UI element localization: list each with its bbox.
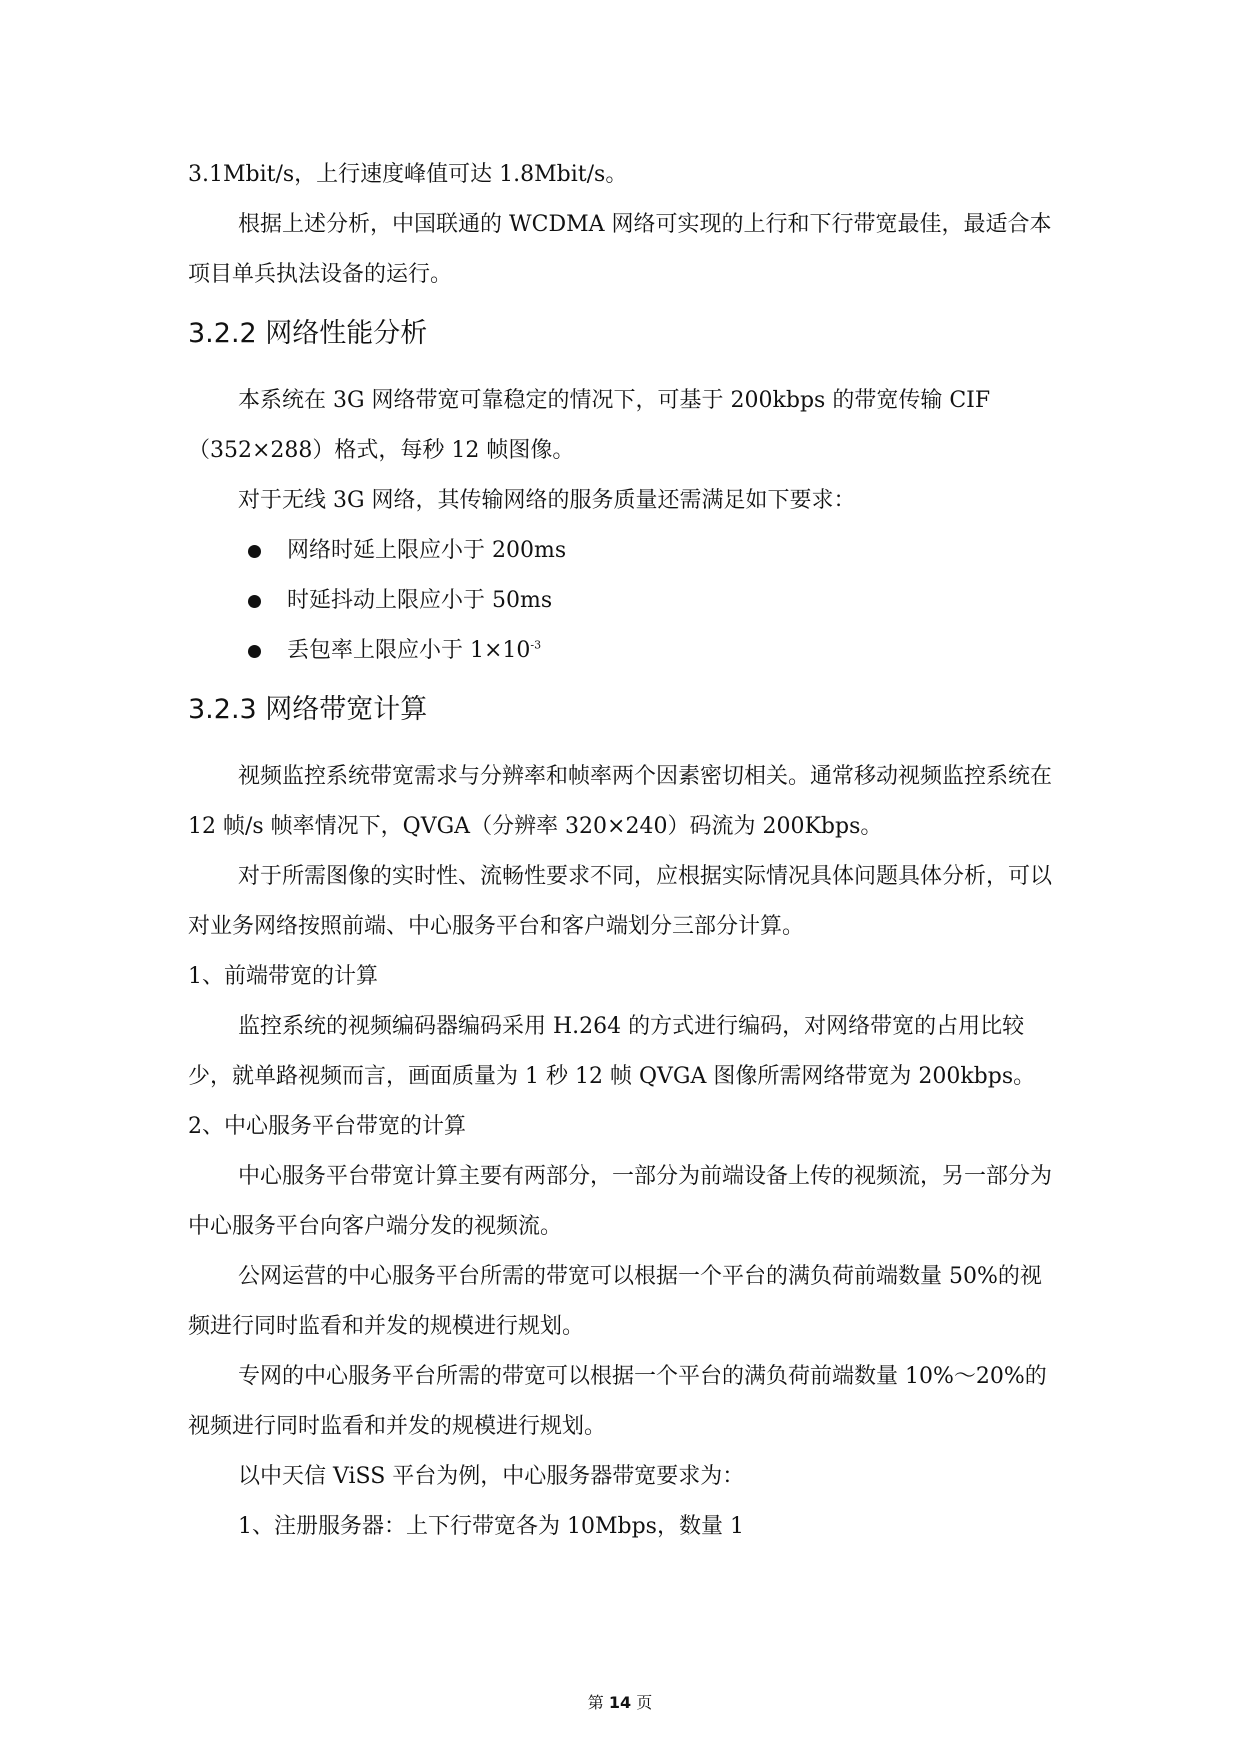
paragraph: 对于无线 3G 网络，其传输网络的服务质量还需满足如下要求： bbox=[238, 488, 856, 513]
page-number-suffix: 页 bbox=[636, 1693, 653, 1712]
list-item bbox=[188, 526, 1058, 576]
paragraph: 监控系统的视频编码器编码采用 H.264 的方式进行编码，对网络带宽的占用比较少，就单路视频而言，画面质量为 1 秒 12 帧 QVGA 图像所需网络带宽为 200kbps。 bbox=[188, 1014, 1036, 1089]
list-item bbox=[188, 576, 1058, 626]
page-footer bbox=[0, 1690, 1240, 1713]
page-number: 14 bbox=[608, 1693, 632, 1712]
paragraph: 以中天信 ViSS 平台为例，中心服务器带宽要求为： bbox=[238, 1464, 745, 1489]
list-item-text: 时延抖动上限应小于 50ms bbox=[287, 588, 553, 613]
section-heading-3-2-3: 3.2.3 网络带宽计算 bbox=[188, 694, 428, 725]
paragraph: 3.1Mbit/s，上行速度峰值可达 1.8Mbit/s。 bbox=[188, 162, 628, 187]
subsection-title: 1、前端带宽的计算 bbox=[188, 964, 378, 989]
list-item-main: 丢包率上限应小于 1×10 bbox=[287, 638, 531, 663]
exponent: -3 bbox=[530, 638, 542, 652]
requirements-list bbox=[188, 526, 1058, 676]
list-item-text bbox=[287, 626, 541, 676]
paragraph: 对于所需图像的实时性、流畅性要求不同，应根据实际情况具体问题具体分析，可以对业务网络按照前端、中心服务平台和客户端划分三部分计算。 bbox=[188, 864, 1053, 939]
bullet-icon bbox=[248, 645, 261, 658]
paragraph: 根据上述分析，中国联通的 WCDMA 网络可实现的上行和下行带宽最佳，最适合本项目单兵执法设备的运行。 bbox=[188, 212, 1052, 287]
list-item-text: 网络时延上限应小于 200ms bbox=[287, 538, 567, 563]
bullet-icon bbox=[248, 545, 261, 558]
list-item: 1、注册服务器：上下行带宽各为 10Mbps，数量 1 bbox=[238, 1514, 744, 1539]
list-item bbox=[188, 626, 1058, 676]
page-number-prefix: 第 bbox=[587, 1693, 604, 1712]
paragraph: 中心服务平台带宽计算主要有两部分，一部分为前端设备上传的视频流，另一部分为中心服务平台向客户端分发的视频流。 bbox=[188, 1164, 1053, 1239]
bullet-icon bbox=[248, 595, 261, 608]
paragraph: 视频监控系统带宽需求与分辨率和帧率两个因素密切相关。通常移动视频监控系统在 12 帧/s 帧率情况下，QVGA（分辨率 320×240）码流为 200Kbps。 bbox=[188, 764, 1053, 839]
section-heading-3-2-2: 3.2.2 网络性能分析 bbox=[188, 318, 428, 349]
paragraph: 专网的中心服务平台所需的带宽可以根据一个平台的满负荷前端数量 10%～20%的视频进行同时监看和并发的规模进行规划。 bbox=[188, 1364, 1047, 1439]
document-body bbox=[188, 150, 1058, 1552]
paragraph: 本系统在 3G 网络带宽可靠稳定的情况下，可基于 200kbps 的带宽传输 CIF（352×288）格式，每秒 12 帧图像。 bbox=[188, 388, 991, 463]
paragraph: 公网运营的中心服务平台所需的带宽可以根据一个平台的满负荷前端数量 50%的视频进行同时监看和并发的规模进行规划。 bbox=[188, 1264, 1042, 1339]
subsection-title: 2、中心服务平台带宽的计算 bbox=[188, 1114, 466, 1139]
